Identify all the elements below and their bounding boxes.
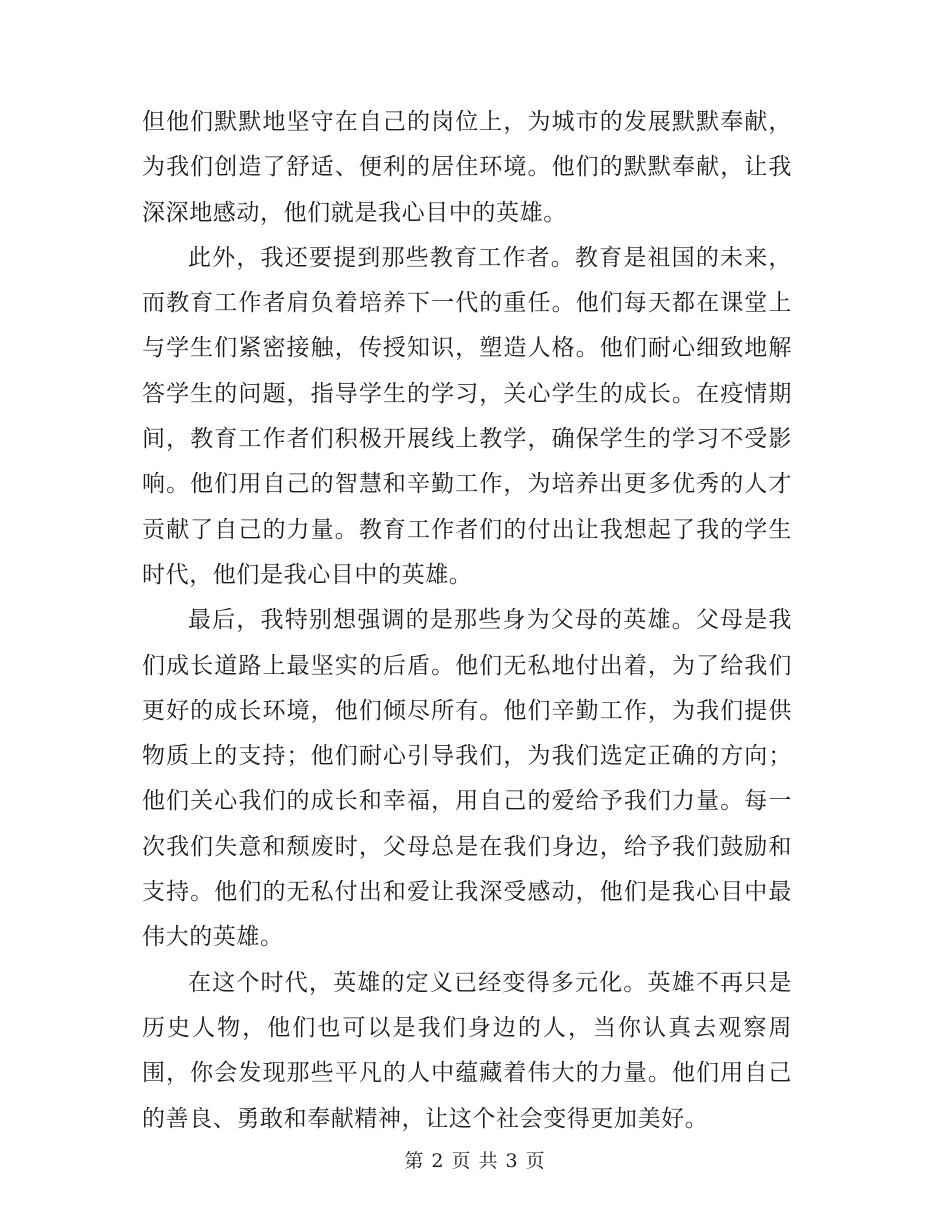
paragraph-3: 最后，我特别想强调的是那些身为父母的英雄。父母是我们成长道路上最坚实的后盾。他们无私地付出着，为了给我们更好的成长环境，他们倾尽所有。他们辛勤工作，为我们提供物质上的支持；他们耐心引导我们，为我们选定正确的方向；他们关心我们的成长和幸福，用自己的爱给予我们力量。每一次我们失意和颓废时，父母总是在我们身边，给予我们鼓励和支持。他们的无私付出和爱让我深受感动，他们是我心目中最伟大的英雄。: [142, 607, 792, 951]
paragraph-2: 此外，我还要提到那些教育工作者。教育是祖国的未来，而教育工作者肩负着培养下一代的重任。他们每天都在课堂上与学生们紧密接触，传授知识，塑造人格。他们耐心细致地解答学生的问题，指导学生的学习，关心学生的成长。在疫情期间，教育工作者们积极开展线上教学，确保学生的学习不受影响。他们用自己的智慧和辛勤工作，为培养出更多优秀的人才贡献了自己的力量。教育工作者们的付出让我想起了我的学生时代，他们是我心目中的英雄。: [142, 244, 792, 588]
document-body: [142, 100, 792, 1142]
paragraph-4: 在这个时代，英雄的定义已经变得多元化。英雄不再只是历史人物，他们也可以是我们身边的人，当你认真去观察周围，你会发现那些平凡的人中蕴藏着伟大的力量。他们用自己的善良、勇敢和奉献精神，让这个社会变得更加美好。: [142, 969, 792, 1132]
page-number-label: 第 2 页 共 3 页: [404, 1150, 546, 1172]
page-footer: [0, 1146, 950, 1173]
paragraph-1: 但他们默默地坚守在自己的岗位上，为城市的发展默默奉献，为我们创造了舒适、便利的居住环境。他们的默默奉献，让我深深地感动，他们就是我心目中的英雄。: [142, 109, 792, 226]
